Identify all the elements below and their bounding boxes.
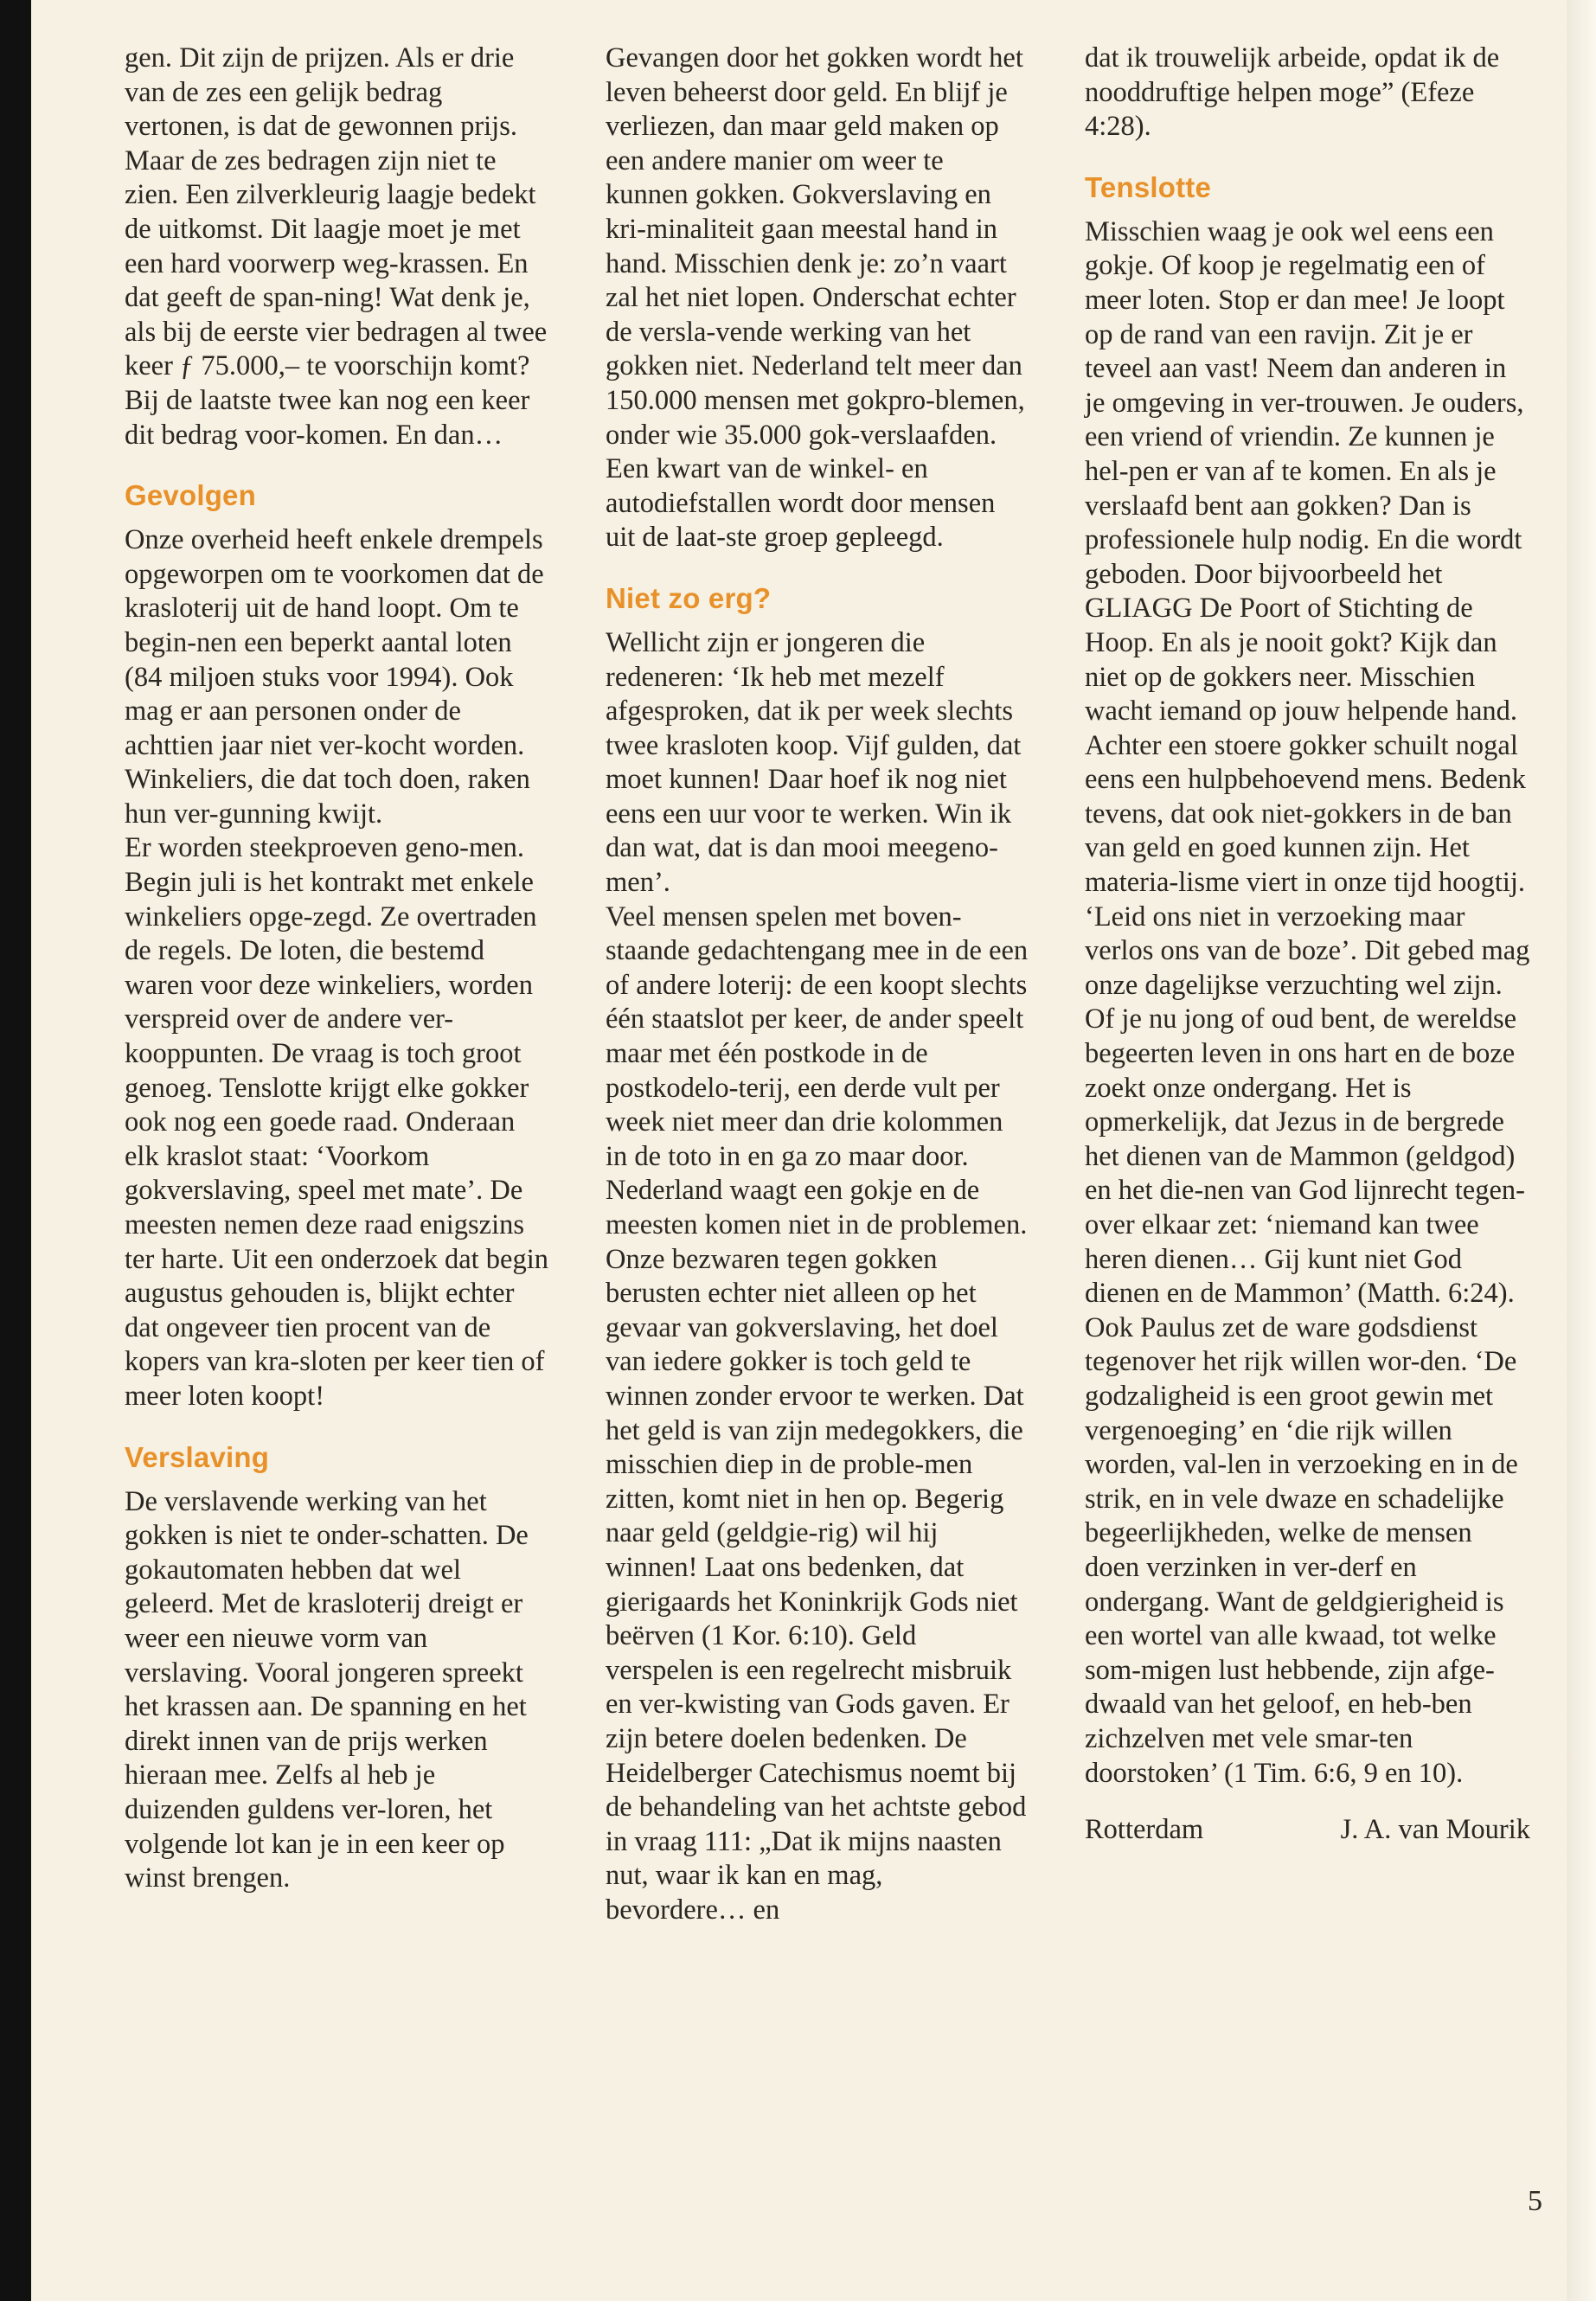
paragraph: Onze bezwaren tegen gokken berusten echter niet alleen op het gevaar van gokverslaving, het doel van iedere gokker is toch geld te winnen zonder ervoor te werken. Dat het geld is van zijn medegokkers, die misschien diep in de proble-men zitten, komt niet in hen op. Begerig naar geld (geldgie-rig) wil hij winnen! Laat ons bedenken, dat gierigaards het Koninkrijk Gods niet beërven (1 Kor. 6:10). Geld verspelen is een regelrecht misbruik en ver-kwisting van Gods gaven. Er zijn betere doelen bedenken. De Heidelberger Catechismus noemt bij de behandeling van het achtste gebod in vraag 111: „Dat ik mijns naasten nut, waar ik kan en mag, bevordere… en <box>606 1243 1027 1926</box>
paragraph: Gevangen door het gokken wordt het leven beheerst door geld. En blijf je verliezen, dan maar geld maken op een andere manier om weer te kunnen gokken. Gokverslaving en kri-minaliteit gaan meestal hand in hand. Misschien denk je: zo’n vaart zal het niet lopen. Onderschat echter de versla-vende werking van het gokken niet. Nederland telt meer dan 150.000 mensen met gokpro-blemen, onder wie 35.000 gok-verslaafden. Een kwart van de winkel- en autodiefstallen wordt door mensen uit de laat-ste groep gepleegd. <box>606 42 1025 554</box>
column-1 <box>125 42 548 1896</box>
paragraph: Wellicht zijn er jongeren die redeneren: ‘Ik heb met mezelf afgesproken, dat ik per week slechts twee krasloten koop. Vijf gulden, dat moet kunnen! Daar hoef ik nog niet eens een uur voor te werken. Win ik dan wat, dat is dan mooi meegeno-men’. <box>606 626 1022 899</box>
magazine-page <box>31 0 1567 2301</box>
signature-place: Rotterdam <box>1085 1814 1204 1846</box>
paragraph: gen. Dit zijn de prijzen. Als er drie van de zes een gelijk bedrag vertonen, is dat de gewonnen prijs. Maar de zes bedragen zijn niet te zien. Een zilverkleurig laagje bedekt de uitkomst. Dit laagje moet je met een hard voorwerp weg-krassen. En dat geeft de span-ning! Wat denk je, als bij de eerste vier bedragen al twee keer ƒ 75.000,– te voorschijn komt? Bij de laatste twee kan nog een keer dit bedrag voor-komen. En dan… <box>125 42 548 451</box>
paragraph: Misschien waag je ook wel eens een gokje. Of koop je regelmatig een of meer loten. Stop er dan mee! Je loopt op de rand van een ravijn. Zit je er teveel aan vast! Neem dan anderen in je omgeving in ver-trouwen. Je ouders, een vriend of vriendin. Ze kunnen je hel-pen er van af te komen. En als je verslaafd bent aan gokken? Dan is professionele hulp nodig. En die wordt geboden. Door bijvoorbeeld het GLIAGG De Poort of Stichting de Hoop. En als je nooit gokt? Kijk dan niet op de gokkers neer. Misschien wacht iemand op jouw helpende hand. Achter een stoere gokker schuilt nogal eens een hulpbehoevend mens. Bedenk tevens, dat ook niet-gokkers in de ban van geld en goed kunnen zijn. Het materia-lisme viert in onze tijd hoogtij. ‘Leid ons niet in verzoeking maar verlos ons van de boze’. Dit gebed mag onze dagelijkse verzuchting wel zijn. Of je nu jong of oud bent, de wereldse begeerten leven in ons hart en de boze zoekt onze ondergang. Het is opmerkelijk, dat Jezus in de bergrede het dienen van de Mammon (geldgod) en het die-nen van God lijnrecht tegen-over elkaar zet: ‘niemand kan twee heren dienen… Gij kunt niet God dienen en de Mammon’ (Matth. 6:24). Ook Paulus zet de ware godsdienst tegenover het rijk willen wor-den. ‘De godzaligheid is een groot gewin met vergenoeging’ en ‘die rijk willen worden, val-len in verzoeking en in de strik, en in vele dwaze en schadelijke begeerlijkheden, welke de mensen doen verzinken in ver-derf en ondergang. Want de geldgierigheid is een wortel van alle kwaad, tot welke som-migen lust hebbende, zijn afge-dwaald van het geloof, en heb-ben zichzelven met vele smar-ten doorstoken’ (1 Tim. 6:6, 9 en 10). <box>1085 215 1530 1789</box>
column-3 <box>1085 42 1530 1848</box>
section-heading-niet-zo-erg: Niet zo erg? <box>606 581 772 614</box>
paragraph: Veel mensen spelen met boven-staande gedachtengang mee in de een of andere loterij: de een koopt slechts één staatslot per keer, de ander speelt maar met één postkode in de postkodelo-terij, een derde vult per week niet meer dan drie kolommen in de toto in en ga zo maar door. Nederland waagt een gokje en de meesten komen niet in de problemen. <box>606 901 1029 1240</box>
paragraph: dat ik trouwelijk arbeide, opdat ik de nooddruftige helpen moge” (Efeze 4:28). <box>1085 42 1500 143</box>
section-heading-verslaving: Verslaving <box>125 1440 270 1473</box>
page-number: 5 <box>1528 2185 1542 2217</box>
page-edge <box>1567 0 1596 2301</box>
scan-spine-shadow <box>0 0 31 2301</box>
section-heading-gevolgen: Gevolgen <box>125 479 256 512</box>
paragraph: Er worden steekproeven geno-men. Begin juli is het kontrakt met enkele winkeliers opge-zegd. Ze overtraden de regels. De loten, die bestemd waren voor deze winkeliers, worden verspreid over de andere ver-kooppunten. De vraag is toch groot genoeg. Tenslotte krijgt elke gokker ook nog een goede raad. Onderaan elk kraslot staat: ‘Voorkom gokverslaving, speel met mate’. De meesten nemen deze raad enigszins ter harte. Uit een onderzoek dat begin augustus gehouden is, blijkt echter dat ongeveer tien procent van de kopers van kra-sloten per keer tien of meer loten koopt! <box>125 832 548 1412</box>
section-heading-tenslotte: Tenslotte <box>1085 170 1212 203</box>
signature-author: J. A. van Mourik <box>1340 1814 1530 1846</box>
column-2 <box>606 42 1029 1927</box>
paragraph: De verslavende werking van het gokken is niet te onder-schatten. De gokautomaten hebben dat wel geleerd. Met de krasloterij dreigt er weer een nieuwe vorm van verslaving. Vooral jongeren spreekt het krassen aan. De spanning en het direkt innen van de prijs werken hieraan mee. Zelfs al heb je duizenden guldens ver-loren, het volgende lot kan je in een keer op winst brengen. <box>125 1485 529 1894</box>
paragraph: Onze overheid heeft enkele drempels opgeworpen om te voorkomen dat de krasloterij uit de hand loopt. Om te begin-nen een beperkt aantal loten (84 miljoen stuks voor 1994). Ook mag er aan personen onder de achttien jaar niet ver-kocht worden. Winkeliers, die dat toch doen, raken hun ver-gunning kwijt. <box>125 524 544 830</box>
signature-line <box>1085 1813 1530 1848</box>
